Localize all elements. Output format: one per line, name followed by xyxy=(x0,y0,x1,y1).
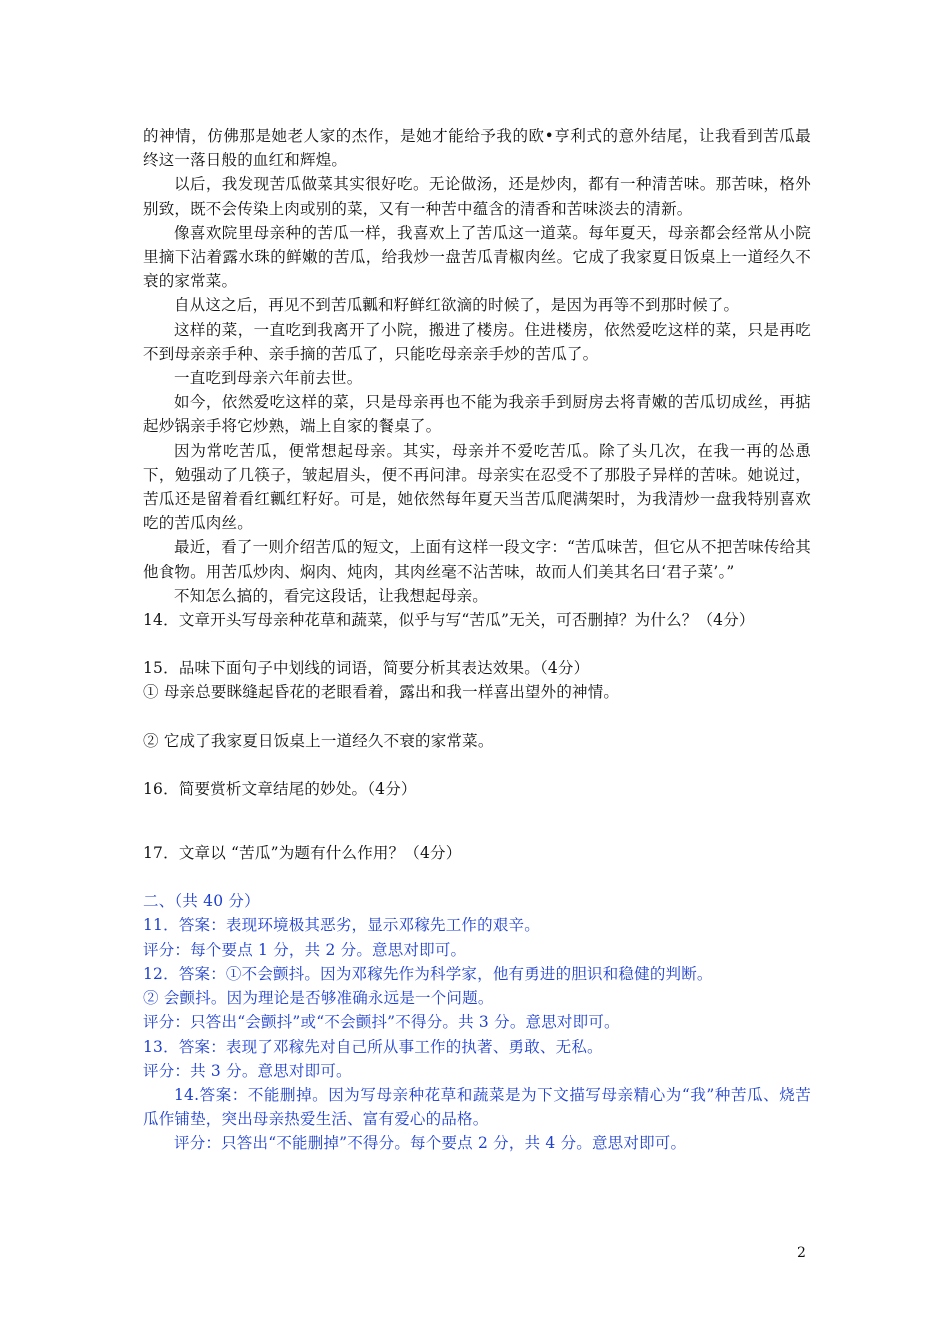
scoring-11: 评分：每个要点 1 分，共 2 分。意思对即可。 xyxy=(143,940,467,959)
scoring-12: 评分：只答出“会颤抖”或“不会颤抖”不得分。共 3 分。意思对即可。 xyxy=(143,1013,620,1032)
question-15: 15．品味下面句子中划线的词语，简要分析其表达效果。（4分） xyxy=(143,659,590,678)
paragraph: 自从这之后，再见不到苦瓜瓤和籽鲜红欲滴的时候了，是因为再等不到那时候了。 xyxy=(174,296,740,315)
paragraph: 因为常吃苦瓜，便常想起母亲。其实，母亲并不爱吃苦瓜。除了头几次，在我一再的怂恿下，勉强动了几筷子，皱起眉头，便不再问津。母亲实在忍受不了那股子异样的苦味。她说过，苦瓜还是留着看红瓤红籽好。可是，她依然每年夏天当苦瓜爬满架时，为我清炒一盘我特别喜欢吃的苦瓜肉丝。 xyxy=(143,441,811,533)
question-14: 14．文章开头写母亲种花草和蔬菜，似乎与写“苦瓜”无关，可否删掉？为什么？（4分） xyxy=(143,611,755,630)
paragraph: 以后，我发现苦瓜做菜其实很好吃。无论做汤，还是炒肉，都有一种清苦味。那苦味，格外别致，既不会传染上肉或别的菜，又有一种苦中蕴含的清香和苦味淡去的清新。 xyxy=(143,175,811,218)
paragraph: 一直吃到母亲六年前去世。 xyxy=(174,369,363,388)
paragraph: 的神情，仿佛那是她老人家的杰作，是她才能给予我的欧•亨利式的意外结尾，让我看到苦瓜最终这一落日般的血红和辉煌。 xyxy=(143,127,811,170)
scoring-14: 评分：只答出“不能删掉”不得分。每个要点 2 分，共 4 分。意思对即可。 xyxy=(174,1134,687,1153)
question-15-item-2: ② 它成了我家夏日饭桌上一道经久不衰的家常菜。 xyxy=(143,731,494,750)
answer-space xyxy=(143,632,811,656)
answer-space xyxy=(143,865,811,889)
paragraph: 像喜欢院里母亲种的苦瓜一样，我喜欢上了苦瓜这一道菜。每年夏天，母亲都会经常从小院里摘下沾着露水珠的鲜嫩的苦瓜，给我炒一盘苦瓜青椒肉丝。它成了我家夏日饭桌上一道经久不衰的家常菜。 xyxy=(143,223,811,291)
paragraph: 最近，看了一则介绍苦瓜的短文，上面有这样一段文字：“苦瓜味苦，但它从不把苦味传给其他食物。用苦瓜炒肉、焖肉、炖肉，其肉丝毫不沾苦味，故而人们美其名曰‘君子菜’。” xyxy=(143,538,811,581)
question-17: 17．文章以 “苦瓜”为题有什么作用？（4分） xyxy=(143,844,462,863)
answer-12: 12．答案：①不会颤抖。因为邓稼先作为科学家，他有勇进的胆识和稳健的判断。 xyxy=(143,964,713,983)
page-number: 2 xyxy=(797,1245,806,1261)
answer-14: 14.答案：不能删掉。因为写母亲种花草和蔬菜是为下文描写母亲精心为“我”种苦瓜、烧苦瓜作铺垫，突出母亲热爱生活、富有爱心的品格。 xyxy=(143,1085,811,1129)
answer-header: 二、（共 40 分） xyxy=(143,892,260,911)
answer-key xyxy=(143,889,811,1155)
answer-space xyxy=(143,705,811,729)
question-15-item-1: ① 母亲总要眯缝起昏花的老眼看着，露出和我一样喜出望外的神情。 xyxy=(143,683,620,702)
answer-space xyxy=(143,753,811,777)
document-body xyxy=(143,124,811,1156)
answer-11: 11．答案：表现环境极其恶劣，显示邓稼先工作的艰辛。 xyxy=(143,916,540,935)
paragraph: 这样的菜，一直吃到我离开了小院，搬进了楼房。住进楼房，依然爱吃这样的菜，只是再吃不到母亲亲手种、亲手摘的苦瓜了，只能吃母亲亲手炒的苦瓜了。 xyxy=(143,320,811,363)
question-16: 16．简要赏析文章结尾的妙处。（4分） xyxy=(143,779,417,798)
answer-space xyxy=(143,801,811,841)
scoring-13: 评分：共 3 分。意思对即可。 xyxy=(143,1061,352,1080)
paragraph: 如今，依然爱吃这样的菜，只是母亲再也不能为我亲手到厨房去将青嫩的苦瓜切成丝，再掂起炒锅亲手将它炒熟，端上自家的餐桌了。 xyxy=(143,393,811,436)
answer-13: 13．答案：表现了邓稼先对自己所从事工作的执著、勇敢、无私。 xyxy=(143,1037,603,1056)
answer-12-part-2: ② 会颤抖。因为理论是否够准确永远是一个问题。 xyxy=(143,989,494,1008)
paragraph: 不知怎么搞的，看完这段话，让我想起母亲。 xyxy=(174,586,489,605)
